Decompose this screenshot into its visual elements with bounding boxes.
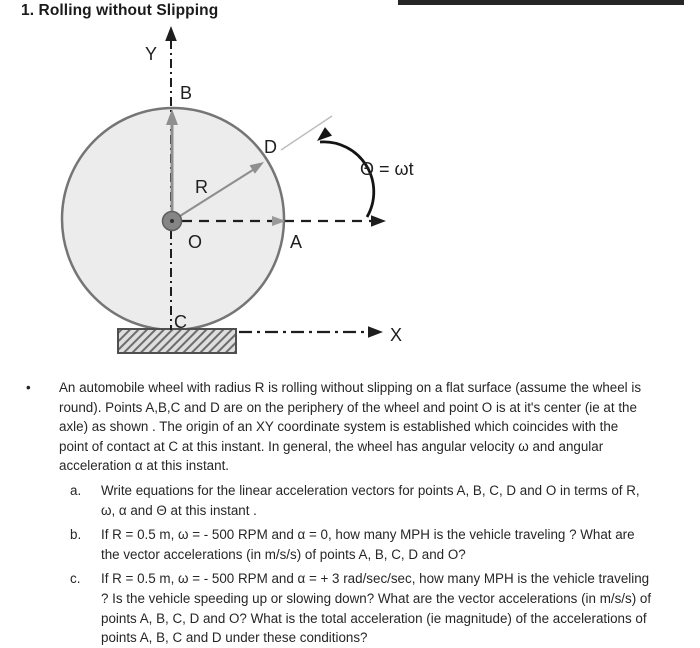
theta-equation-label: Θ = ωt: [360, 159, 414, 179]
theta-arc: [320, 142, 374, 217]
part-c-label: c.: [70, 571, 81, 587]
ground-hatch-block: [118, 329, 236, 353]
part-a-label: a.: [70, 482, 82, 498]
problem-block: [26, 378, 654, 648]
y-axis-arrowhead: [165, 26, 177, 41]
axle-center-dot: [170, 219, 174, 223]
axis-label-x: X: [390, 325, 403, 345]
dashed-line-arrowhead: [371, 215, 386, 226]
point-label-d: D: [264, 137, 277, 157]
part-c-text: If R = 0.5 m, ω = - 500 RPM and α = + 3 rad/sec/sec, how many MPH is the vehicle traveling ? Is the vehicle speeding up or slowing down? What are the vector accelerations (in m/s/s) of points A, B, C, D and O? What is the total acceleration (ie magnitude) of the accelerations of points A, B, C and D under these conditions?: [101, 571, 652, 646]
part-b-label: b.: [70, 527, 82, 543]
problem-part-b: [70, 525, 654, 564]
problem-statement-row: [26, 378, 654, 476]
problem-part-c: [70, 569, 654, 647]
part-a-text: Write equations for the linear acceleration vectors for points A, B, C, D and O in terms of R, ω, α and Θ at this instant .: [101, 482, 640, 518]
problem-part-a: [70, 481, 654, 520]
x-axis-arrowhead: [368, 326, 383, 337]
bullet-marker: •: [26, 380, 31, 395]
problem-parts-list: [70, 481, 654, 648]
radius-label-r: R: [195, 177, 208, 197]
part-b-text: If R = 0.5 m, ω = - 500 RPM and α = 0, how many MPH is the vehicle traveling ? What are the vector accelerations (in m/s/s) of points A, B, C, D and O?: [101, 527, 635, 562]
page-title: 1. Rolling without Slipping: [21, 2, 219, 19]
problem-statement-text: An automobile wheel with radius R is rolling without slipping on a flat surface (assume the wheel is round). Points A,B,C and D are on the periphery of the wheel and point O is at it's center (ie at the axle) as shown . The origin of an XY coordinate system is established which coincides with the point of contact at C at this instant. In general, the wheel has angular velocity ω and angular acceleration α at this instant.: [59, 380, 642, 474]
center-label-o: O: [188, 232, 203, 252]
point-label-a: A: [290, 232, 303, 252]
axis-label-y: Y: [145, 44, 158, 64]
point-label-c: C: [174, 312, 187, 332]
point-label-b: B: [180, 83, 193, 103]
wheel-diagram: [0, 0, 460, 368]
